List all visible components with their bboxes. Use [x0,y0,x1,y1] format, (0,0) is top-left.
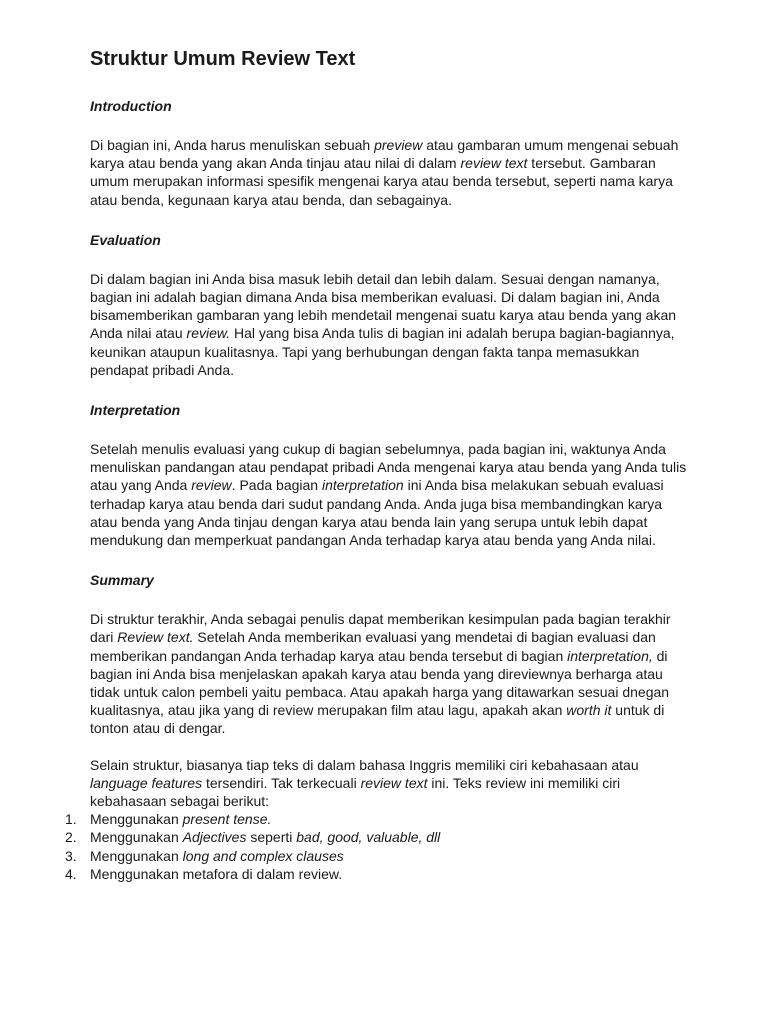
italic-text: long and complex clauses [182,847,344,864]
italic-text: bad, good, valuable, dll [296,829,441,846]
list-number: 1. [65,811,77,828]
italic-text: review text [360,774,428,791]
italic-text: language features [90,774,203,791]
list-item-text: Menggunakan long and complex clauses [90,847,344,864]
language-features-list [65,810,690,883]
closing-paragraph: Selain struktur, biasanya tiap teks di dalam bahasa Inggris memiliki ciri kebahasaan atau language features tersendiri. Tak terkecuali review text ini. Teks review ini memiliki ciri kebahasaan sebagai berikut: [90,756,639,810]
italic-text: present tense. [182,811,272,828]
section-heading: Introduction [90,98,172,114]
list-item [65,865,690,883]
section-paragraph: Di struktur terakhir, Anda sebagai penulis dapat memberikan kesimpulan pada bagian terakhir dari Review text. Setelah Anda memberikan evaluasi yang mendetai di bagian evaluasi dan memberikan pandangan Anda terhadap karya atau benda tersebut di bagian interpretation, di bagian ini Anda bisa menjelaskan apakah karya atau benda yang direviewnya berharga atau tidak untuk calon pembeli yaitu pembaca. Atau apakah harga yang ditawarkan sesuai dnegan kualitasnya, atau jika yang di review merupakan film atau lagu, apakah akan worth it untuk di tonton atau di dengar. [90,611,671,737]
italic-text: worth it [566,702,612,719]
list-item-text: Menggunakan Adjectives seperti bad, good, valuable, dll [90,829,441,846]
italic-text: review [191,477,232,494]
list-item-text: Menggunakan present tense. [90,811,272,828]
italic-text: review text [460,155,528,172]
list-item [65,828,690,846]
section-evaluation [90,230,690,379]
section-introduction [90,96,690,209]
italic-text: interpretation [321,477,404,494]
section-heading: Summary [90,572,154,589]
closing-block [65,756,690,883]
document-title: Struktur Umum Review Text [90,48,356,70]
italic-text: review. [186,325,231,342]
section-paragraph: Setelah menulis evaluasi yang cukup di bagian sebelumnya, pada bagian ini, waktunya Anda menuliskan pandangan atau pendapat pribadi Anda mengenai karya atau benda yang Anda tulis atau yang Anda review. Pada bagian interpretation ini Anda bisa melakukan sebuah evaluasi terhadap karya atau benda dari sudut pandang Anda. Anda juga bisa membandingkan karya atau benda yang Anda tinjau dengan karya atau benda lain yang serupa untuk lebih dapat mendukung dan memperkuat pandangan Anda terhadap karya atau benda yang Anda nilai. [90,441,687,549]
list-number: 3. [65,847,77,864]
italic-text: interpretation, [567,647,653,664]
section-heading: Evaluation [90,231,161,248]
italic-text: Review text. [117,629,194,646]
document-page [65,45,690,883]
section-heading: Interpretation [90,402,181,419]
section-summary [90,570,690,737]
list-number: 2. [65,829,77,846]
section-interpretation [90,400,690,549]
italic-text: Adjectives [182,829,247,846]
section-paragraph: Di bagian ini, Anda harus menuliskan sebuah preview atau gambaran umum mengenai sebuah karya atau benda yang akan Anda tinjau atau nilai di dalam review text tersebut. Gambaran umum merupakan informasi spesifik mengenai karya atau benda tersebut, seperti nama karya atau benda, kegunaan karya atau benda, dan sebagainya. [90,137,679,208]
section-paragraph: Di dalam bagian ini Anda bisa masuk lebih detail dan lebih dalam. Sesuai dengan namanya, bagian ini adalah bagian dimana Anda bisa memberikan evaluasi. Di dalam bagian ini, Anda bisamemberikan gambaran yang lebih mendetail mengenai suatu karya atau benda yang akan Anda nilai atau review. Hal yang bisa Anda tulis di bagian ini adalah berupa bagian-bagiannya, keunikan ataupun kualitasnya. Tapi yang berhubungan dengan fakta tanpa memasukkan pendapat pribadi Anda. [90,270,677,378]
list-item [65,810,690,828]
list-item-text: Menggunakan metafora di dalam review. [90,865,343,882]
italic-text: preview [374,137,423,153]
list-item [65,847,690,865]
list-number: 4. [65,865,77,882]
